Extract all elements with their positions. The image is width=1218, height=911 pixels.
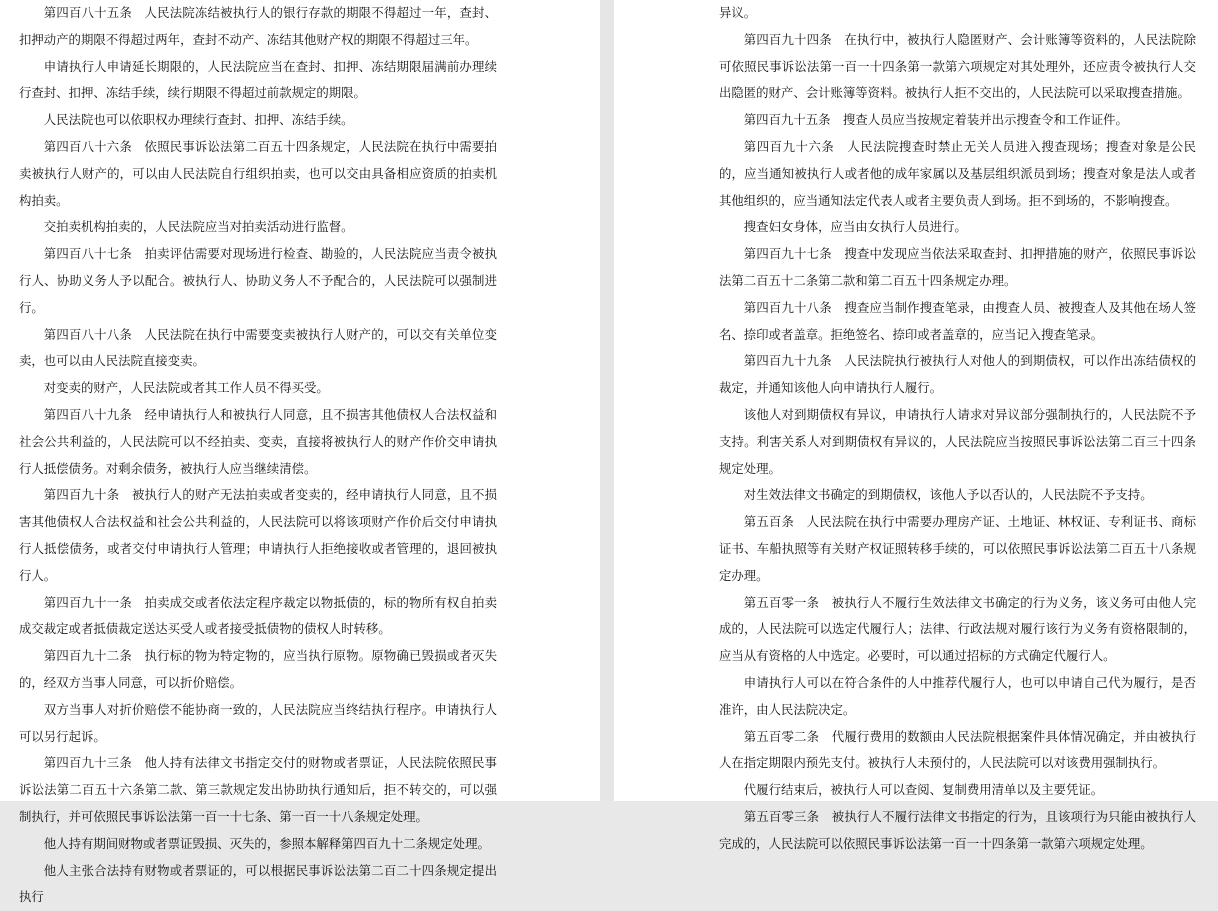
page-gutter xyxy=(600,0,614,801)
right-page-text[interactable] xyxy=(719,0,1196,858)
paragraph: 第四百八十七条 拍卖评估需要对现场进行检查、勘验的，人民法院应当责令被执行人、协助义务人予以配合。被执行人、协助义务人不予配合的，人民法院可以强制进行。 xyxy=(19,241,497,321)
right-page xyxy=(614,0,1218,801)
paragraph: 第五百零三条 被执行人不履行法律文书指定的行为，且该项行为只能由被执行人完成的，人民法院可以依照民事诉讼法第一百一十四条第一款第六项规定处理。 xyxy=(719,804,1196,858)
paragraph: 第四百九十三条 他人持有法律文书指定交付的财物或者票证，人民法院依照民事诉讼法第二百五十六条第二款、第三款规定发出协助执行通知后，拒不转交的，可以强制执行，并可依照民事诉讼法第一百一十七条、第一百一十八条规定处理。 xyxy=(19,750,497,830)
paragraph: 第四百八十六条 依照民事诉讼法第二百五十四条规定，人民法院在执行中需要拍卖被执行人财产的，可以由人民法院自行组织拍卖，也可以交由具备相应资质的拍卖机构拍卖。 xyxy=(19,134,497,214)
paragraph: 搜查妇女身体，应当由女执行人员进行。 xyxy=(719,214,1196,241)
paragraph: 他人主张合法持有财物或者票证的，可以根据民事诉讼法第二百二十四条规定提出执行 xyxy=(19,858,497,911)
paragraph: 第四百九十条 被执行人的财产无法拍卖或者变卖的，经申请执行人同意，且不损害其他债权人合法权益和社会公共利益的，人民法院可以将该项财产作价后交付申请执行人抵偿债务，或者交付申请执行人管理；申请执行人拒绝接收或者管理的，退回被执行人。 xyxy=(19,482,497,589)
left-page-text[interactable] xyxy=(19,0,497,911)
paragraph: 第五百条 人民法院在执行中需要办理房产证、土地证、林权证、专利证书、商标证书、车船执照等有关财产权证照转移手续的，可以依照民事诉讼法第二百五十八条规定办理。 xyxy=(719,509,1196,589)
paragraph: 第四百九十九条 人民法院执行被执行人对他人的到期债权，可以作出冻结债权的裁定，并通知该他人向申请执行人履行。 xyxy=(719,348,1196,402)
paragraph: 第四百九十一条 拍卖成交或者依法定程序裁定以物抵债的，标的物所有权自拍卖成交裁定或者抵债裁定送达买受人或者接受抵债物的债权人时转移。 xyxy=(19,590,497,644)
paragraph: 第四百九十五条 搜查人员应当按规定着装并出示搜查令和工作证件。 xyxy=(719,107,1196,134)
paragraph: 对变卖的财产，人民法院或者其工作人员不得买受。 xyxy=(19,375,497,402)
paragraph: 申请执行人申请延长期限的，人民法院应当在查封、扣押、冻结期限届满前办理续行查封、扣押、冻结手续，续行期限不得超过前款规定的期限。 xyxy=(19,54,497,108)
paragraph-continuation: 异议。 xyxy=(719,0,1196,27)
paragraph: 双方当事人对折价赔偿不能协商一致的，人民法院应当终结执行程序。申请执行人可以另行起诉。 xyxy=(19,697,497,751)
paragraph: 第四百八十九条 经申请执行人和被执行人同意，且不损害其他债权人合法权益和社会公共利益的，人民法院可以不经拍卖、变卖，直接将被执行人的财产作价交申请执行人抵偿债务。对剩余债务，被执行人应当继续清偿。 xyxy=(19,402,497,482)
paragraph: 对生效法律文书确定的到期债权，该他人予以否认的，人民法院不予支持。 xyxy=(719,482,1196,509)
paragraph: 申请执行人可以在符合条件的人中推荐代履行人，也可以申请自己代为履行，是否准许，由人民法院决定。 xyxy=(719,670,1196,724)
paragraph: 第四百九十四条 在执行中，被执行人隐匿财产、会计账簿等资料的，人民法院除可依照民事诉讼法第一百一十四条第一款第六项规定对其处理外，还应责令被执行人交出隐匿的财产、会计账簿等资料。被执行人拒不交出的，人民法院可以采取搜查措施。 xyxy=(719,27,1196,107)
paragraph: 第五百零二条 代履行费用的数额由人民法院根据案件具体情况确定，并由被执行人在指定期限内预先支付。被执行人未预付的，人民法院可以对该费用强制执行。 xyxy=(719,724,1196,778)
paragraph: 第五百零一条 被执行人不履行生效法律文书确定的行为义务，该义务可由他人完成的，人民法院可以选定代履行人；法律、行政法规对履行该行为义务有资格限制的，应当从有资格的人中选定。必要时，可以通过招标的方式确定代履行人。 xyxy=(719,590,1196,670)
paragraph: 代履行结束后，被执行人可以查阅、复制费用清单以及主要凭证。 xyxy=(719,777,1196,804)
paragraph: 他人持有期间财物或者票证毁损、灭失的，参照本解释第四百九十二条规定处理。 xyxy=(19,831,497,858)
paragraph: 第四百九十七条 搜查中发现应当依法采取查封、扣押措施的财产，依照民事诉讼法第二百五十二条第二款和第二百五十四条规定办理。 xyxy=(719,241,1196,295)
paragraph: 第四百九十八条 搜查应当制作搜查笔录，由搜查人员、被搜查人及其他在场人签名、捺印或者盖章。拒绝签名、捺印或者盖章的，应当记入搜查笔录。 xyxy=(719,295,1196,349)
paragraph: 该他人对到期债权有异议，申请执行人请求对异议部分强制执行的，人民法院不予支持。利害关系人对到期债权有异议的，人民法院应当按照民事诉讼法第二百三十四条规定处理。 xyxy=(719,402,1196,482)
paragraph: 第四百九十六条 人民法院搜查时禁止无关人员进入搜查现场；搜查对象是公民的，应当通知被执行人或者他的成年家属以及基层组织派员到场；搜查对象是法人或者其他组织的，应当通知法定代表人或者主要负责人到场。拒不到场的，不影响搜查。 xyxy=(719,134,1196,214)
paragraph: 第四百八十五条 人民法院冻结被执行人的银行存款的期限不得超过一年，查封、扣押动产的期限不得超过两年，查封不动产、冻结其他财产权的期限不得超过三年。 xyxy=(19,0,497,54)
paragraph: 第四百九十二条 执行标的物为特定物的，应当执行原物。原物确已毁损或者灭失的，经双方当事人同意，可以折价赔偿。 xyxy=(19,643,497,697)
left-page xyxy=(0,0,600,801)
paragraph: 交拍卖机构拍卖的，人民法院应当对拍卖活动进行监督。 xyxy=(19,214,497,241)
paragraph: 第四百八十八条 人民法院在执行中需要变卖被执行人财产的，可以交有关单位变卖，也可以由人民法院直接变卖。 xyxy=(19,322,497,376)
paragraph: 人民法院也可以依职权办理续行查封、扣押、冻结手续。 xyxy=(19,107,497,134)
